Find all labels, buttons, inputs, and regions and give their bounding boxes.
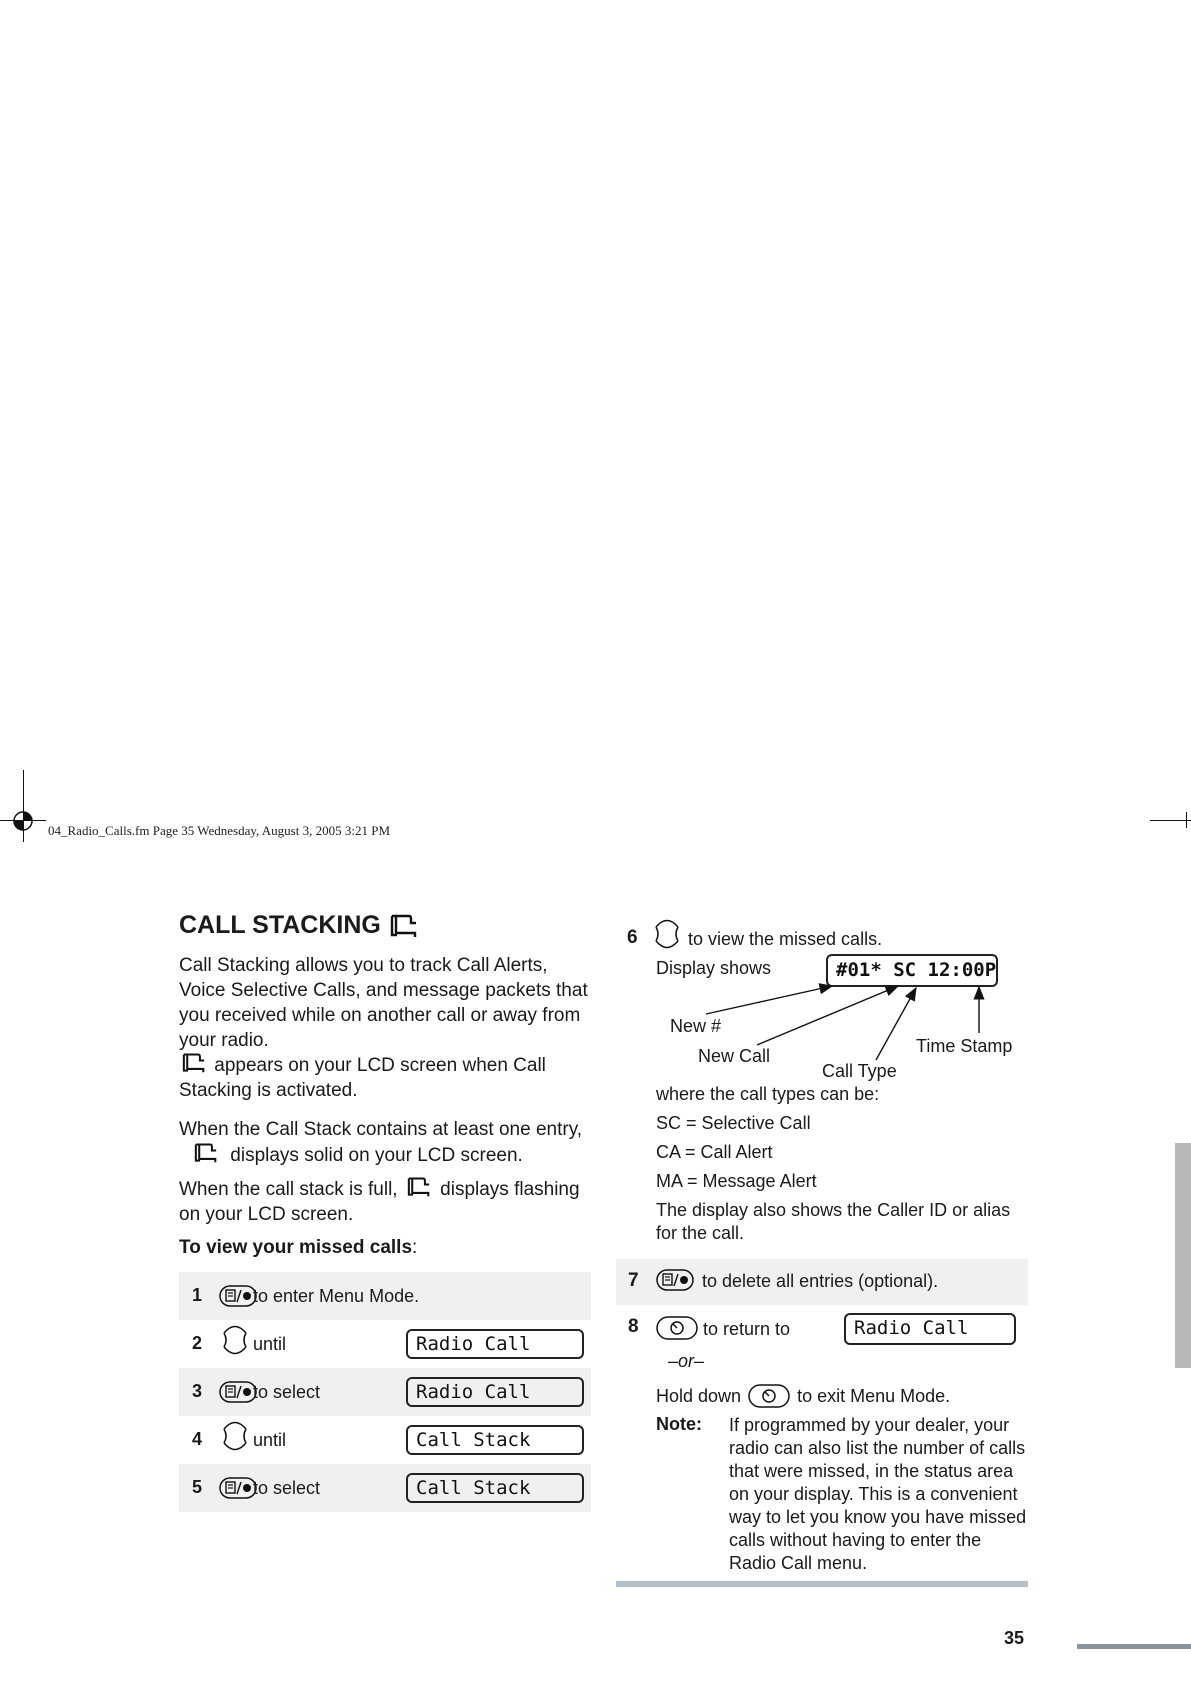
step-row (179, 1320, 591, 1368)
note-line: radio can also list the number of calls (729, 1438, 1026, 1458)
step-row (179, 1416, 591, 1464)
note-label: Note: (656, 1414, 702, 1434)
crop-mark-right-vertical (1186, 812, 1187, 828)
steps-table (179, 1272, 591, 1512)
paragraph-text: When the Call Stack contains at least one entry, (179, 1119, 583, 1140)
note-body (729, 1414, 1029, 1575)
note-line: calls without having to enter the (729, 1530, 982, 1550)
menu-ok-button-icon (219, 1477, 257, 1499)
note-line: on your display. This is a convenient (729, 1484, 1018, 1504)
scroll-up-down-icon (219, 1419, 251, 1453)
paragraph-text: appears on your LCD screen when Call Stacking is activated. (179, 1055, 546, 1101)
paragraph-text: displays solid on your LCD screen. (230, 1145, 523, 1166)
lead-colon: : (412, 1237, 418, 1258)
arrow-call-type (876, 988, 916, 1060)
step-text: to enter Menu Mode. (253, 1286, 420, 1306)
step-number: 5 (192, 1477, 203, 1497)
hold-text: to exit Menu Mode. (797, 1386, 951, 1406)
call-stack-icon (179, 1052, 209, 1074)
lcd-display: Radio Call (406, 1377, 584, 1407)
lcd-display-missed-call: #01* SC 12:00P (826, 954, 998, 987)
step-text: until (253, 1430, 287, 1450)
step-row (616, 1259, 1028, 1305)
call-stack-icon (189, 1142, 223, 1164)
call-type-item: CA = Call Alert (656, 1142, 773, 1162)
lcd-display: Call Stack (406, 1425, 584, 1455)
call-stack-icon (389, 913, 419, 939)
arrow-new-call (757, 986, 898, 1045)
footer-bar (1077, 1644, 1191, 1649)
step-row (179, 1368, 591, 1416)
scroll-up-down-icon (219, 1323, 251, 1357)
or-separator: –or– (668, 1351, 705, 1371)
label-time-stamp: Time Stamp (916, 1036, 1013, 1056)
step-text: until (253, 1334, 287, 1354)
menu-ok-button-icon (219, 1285, 257, 1307)
page-number: 35 (1004, 1628, 1025, 1648)
step-number: 3 (192, 1381, 203, 1401)
paragraph-stack-solid (179, 1117, 599, 1168)
step-number: 6 (627, 927, 638, 948)
call-stack-icon (403, 1176, 435, 1198)
step-number: 1 (192, 1285, 203, 1305)
label-call-type: Call Type (822, 1061, 897, 1081)
intro-paragraph: Call Stacking allows you to track Call Alerts, Voice Selective Calls, and message packets that you received while on another call or away from your radio. (179, 955, 588, 1051)
display-shows-label: Display shows (656, 958, 772, 978)
step-number: 4 (192, 1429, 203, 1449)
label-new-number: New # (670, 1016, 722, 1036)
registration-target-icon (8, 806, 38, 836)
step-text: to select (253, 1478, 321, 1498)
step-row (179, 1464, 591, 1512)
lead-bold: To view your missed calls (179, 1237, 413, 1258)
call-type-item: MA = Message Alert (656, 1171, 817, 1191)
step-text: to view the missed calls. (688, 929, 883, 949)
lcd-display: Radio Call (406, 1329, 584, 1359)
step-number: 2 (192, 1333, 203, 1353)
step-row (179, 1272, 591, 1320)
note-line: that were missed, in the status area (729, 1461, 1014, 1481)
home-exit-button-icon (748, 1384, 790, 1408)
call-type-item: SC = Selective Call (656, 1113, 811, 1133)
section-rule (616, 1581, 1028, 1587)
hold-down-line (656, 1384, 950, 1408)
missed-calls-lead (179, 1235, 599, 1260)
paragraph-stack-full (179, 1176, 599, 1227)
note-line: Radio Call menu. (729, 1553, 868, 1573)
hold-text: Hold down (656, 1386, 742, 1406)
step-text: to select (253, 1382, 321, 1402)
menu-ok-button-icon (219, 1381, 257, 1403)
caller-id-text: The display also shows the Caller ID or alias (656, 1200, 1011, 1220)
home-exit-button-icon (656, 1316, 698, 1340)
paragraph-text: When the call stack is full, (179, 1179, 398, 1200)
note-line: If programmed by your dealer, your (729, 1415, 1010, 1435)
note-line: way to let you know you have missed (729, 1507, 1027, 1527)
scroll-up-down-icon (651, 916, 683, 952)
title-text: CALL STACKING (179, 911, 381, 939)
step-text: to delete all entries (optional). (702, 1271, 939, 1291)
step-number: 7 (628, 1270, 639, 1291)
crop-mark-right-horizontal (1150, 820, 1191, 821)
print-header: 04_Radio_Calls.fm Page 35 Wednesday, August 3, 2005 3:21 PM (48, 823, 390, 838)
arrow-new-number (706, 986, 832, 1014)
label-new-call: New Call (698, 1046, 771, 1066)
lcd-display: Radio Call (844, 1313, 1016, 1345)
call-types-intro: where the call types can be: (656, 1084, 880, 1104)
paragraph-icon-appears (179, 1052, 599, 1103)
thumb-tab (1175, 1143, 1191, 1368)
step-number: 8 (628, 1316, 639, 1337)
paragraph-text: displays flashing on your LCD screen. (179, 1179, 580, 1225)
caller-id-text: for the call. (656, 1223, 745, 1243)
menu-ok-button-icon (656, 1269, 694, 1291)
page-title (179, 911, 419, 940)
lcd-display: Call Stack (406, 1473, 584, 1503)
step-text: to return to (703, 1319, 791, 1339)
